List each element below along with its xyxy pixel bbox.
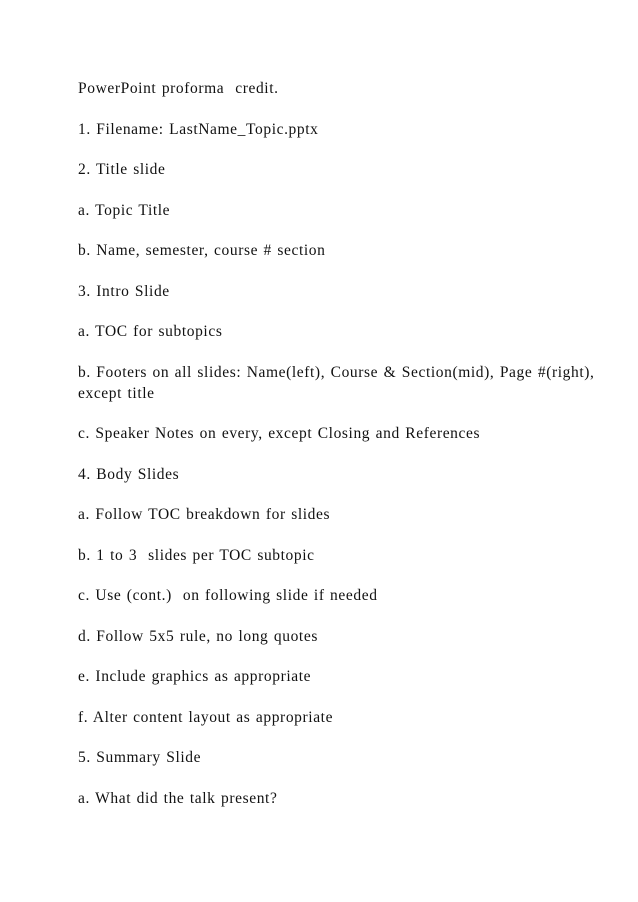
list-item: 5. Summary Slide [78, 749, 202, 766]
document-heading: PowerPoint proforma credit. [78, 80, 279, 97]
list-item: e. Include graphics as appropriate [78, 668, 312, 685]
list-item: b. Footers on all slides: Name(left), Course & Section(mid), Page #(right), except title [78, 363, 600, 402]
list-item: a. What did the talk present? [78, 789, 278, 807]
list-item: a. TOC for subtopics [78, 323, 223, 340]
list-item: f. Alter content layout as appropriate [78, 708, 334, 726]
list-item: 3. Intro Slide [78, 282, 170, 300]
list-item: c. Speaker Notes on every, except Closing and References [78, 425, 481, 442]
list-item: 4. Body Slides [78, 465, 180, 483]
document-body [78, 78, 618, 828]
list-item: c. Use (cont.) on following slide if needed [78, 587, 378, 604]
list-item: d. Follow 5x5 rule, no long quotes [78, 627, 318, 645]
list-item: b. Name, semester, course # section [78, 242, 326, 259]
list-item: a. Topic Title [78, 201, 171, 219]
list-item: b. 1 to 3 slides per TOC subtopic [78, 546, 315, 564]
list-item: 2. Title slide [78, 161, 166, 178]
list-item: 1. Filename: LastName_Topic.pptx [78, 120, 319, 138]
list-item: a. Follow TOC breakdown for slides [78, 506, 331, 523]
